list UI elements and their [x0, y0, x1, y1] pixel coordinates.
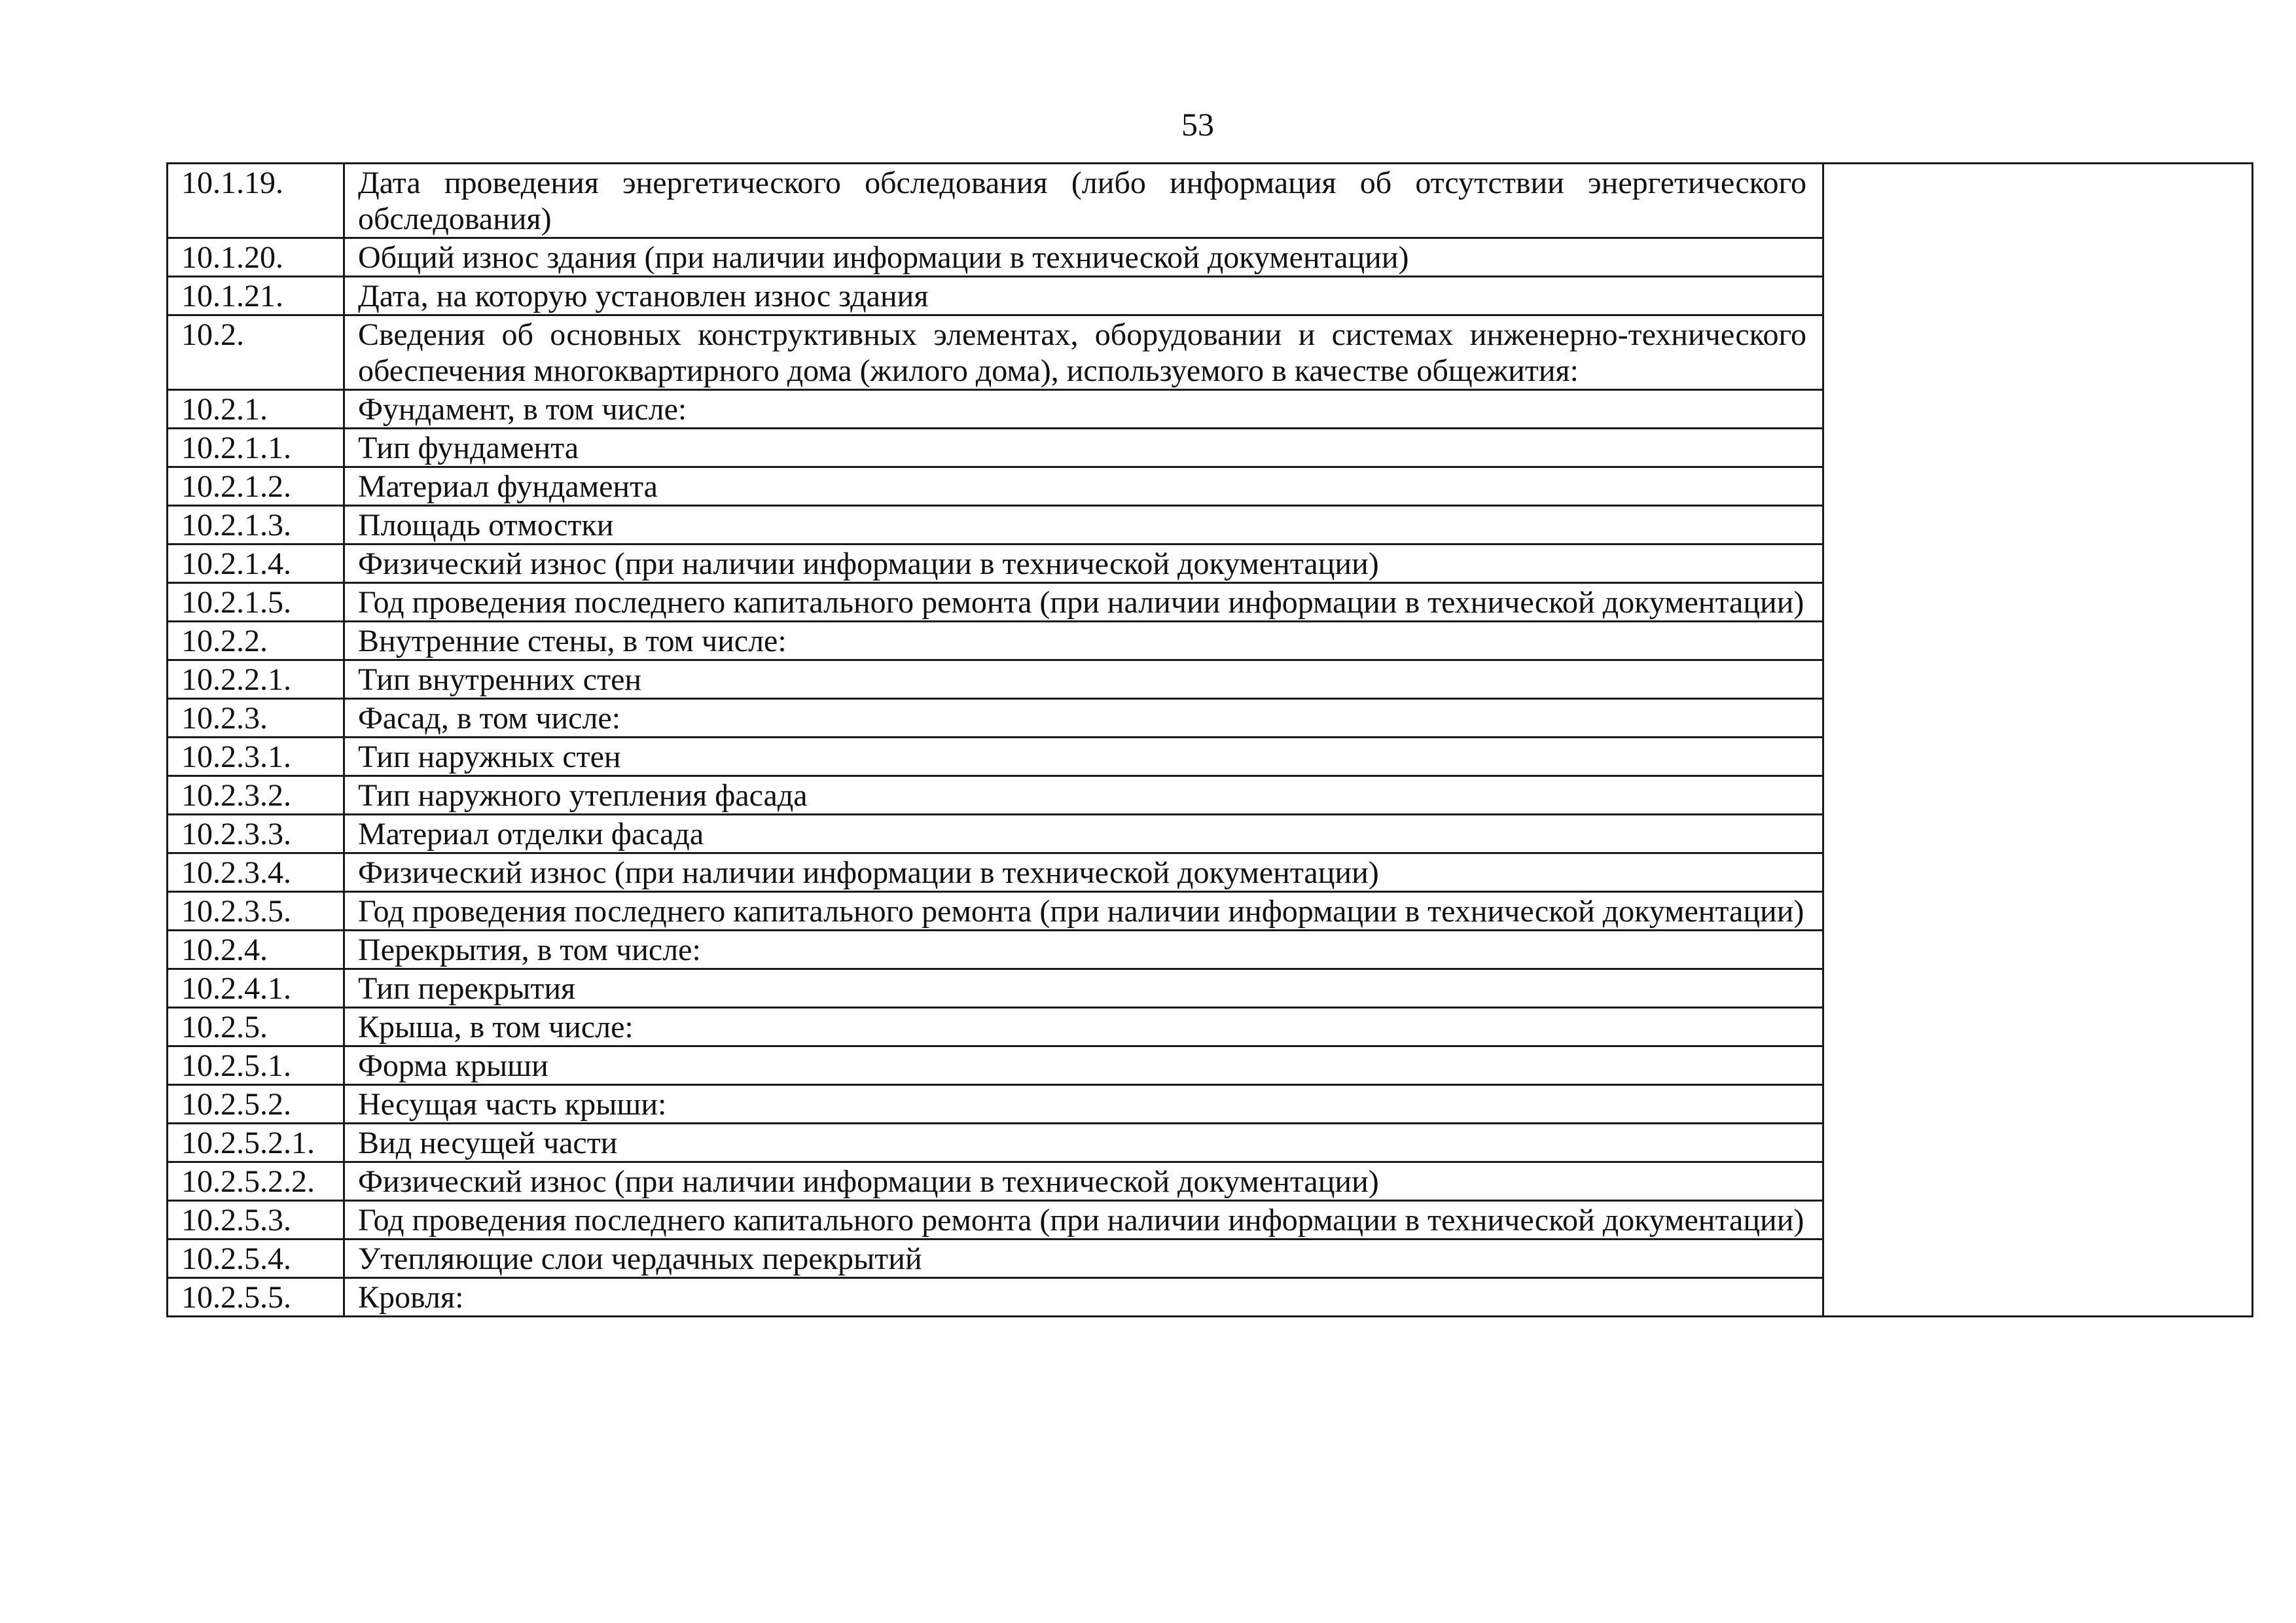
item-description: Дата проведения энергетического обследования (либо информация об отсутствии энергетического обследования): [344, 164, 1823, 238]
item-number: 10.1.20.: [168, 238, 344, 277]
item-number: 10.2.5.1.: [168, 1046, 344, 1085]
item-number: 10.2.5.: [168, 1008, 344, 1046]
item-description: Физический износ (при наличии информации в технической документации): [344, 853, 1823, 892]
item-description: Тип наружных стен: [344, 738, 1823, 776]
item-number: 10.1.19.: [168, 164, 344, 238]
item-number: 10.2.1.2.: [168, 467, 344, 506]
item-description: Утепляющие слои чердачных перекрытий: [344, 1240, 1823, 1278]
item-number: 10.2.1.1.: [168, 429, 344, 467]
item-number: 10.2.2.: [168, 622, 344, 660]
item-number: 10.1.21.: [168, 277, 344, 315]
item-number: 10.2.3.5.: [168, 892, 344, 931]
item-description: Тип перекрытия: [344, 969, 1823, 1008]
item-description: Площадь отмостки: [344, 506, 1823, 544]
item-number: 10.2.5.5.: [168, 1278, 344, 1317]
item-number: 10.2.1.4.: [168, 544, 344, 583]
item-description: Внутренние стены, в том числе:: [344, 622, 1823, 660]
item-number: 10.2.2.1.: [168, 660, 344, 699]
item-number: 10.2.1.3.: [168, 506, 344, 544]
item-number: 10.2.3.2.: [168, 776, 344, 815]
item-description: Тип внутренних стен: [344, 660, 1823, 699]
item-number: 10.2.4.: [168, 931, 344, 969]
item-number: 10.2.1.: [168, 390, 344, 429]
item-number: 10.2.3.4.: [168, 853, 344, 892]
item-description: Физический износ (при наличии информации в технической документации): [344, 1162, 1823, 1201]
item-description: Материал отделки фасада: [344, 815, 1823, 853]
item-description: Фасад, в том числе:: [344, 699, 1823, 738]
page-number: 53: [1181, 106, 1214, 143]
item-description: Общий износ здания (при наличии информации в технической документации): [344, 238, 1823, 277]
item-description: Несущая часть крыши:: [344, 1085, 1823, 1124]
item-number: 10.2.5.2.2.: [168, 1162, 344, 1201]
item-description: Форма крыши: [344, 1046, 1823, 1085]
item-description: Вид несущей части: [344, 1124, 1823, 1162]
item-description: Кровля:: [344, 1278, 1823, 1317]
item-description: Фундамент, в том числе:: [344, 390, 1823, 429]
item-description: Тип наружного утепления фасада: [344, 776, 1823, 815]
item-description: Тип фундамента: [344, 429, 1823, 467]
item-description: Сведения об основных конструктивных элементах, оборудовании и системах инженерно-технического обеспечения многоквартирного дома (жилого дома), используемого в качестве общежития:: [344, 315, 1823, 390]
item-description: Год проведения последнего капитального ремонта (при наличии информации в технической документации): [344, 892, 1823, 931]
item-number: 10.2.1.5.: [168, 583, 344, 622]
item-description: Материал фундамента: [344, 467, 1823, 506]
item-description: Крыша, в том числе:: [344, 1008, 1823, 1046]
table-row: [168, 164, 2253, 238]
item-description: Год проведения последнего капитального ремонта (при наличии информации в технической документации): [344, 583, 1823, 622]
item-description: Год проведения последнего капитального ремонта (при наличии информации в технической документации): [344, 1201, 1823, 1240]
item-number: 10.2.5.3.: [168, 1201, 344, 1240]
item-number: 10.2.3.1.: [168, 738, 344, 776]
item-number: 10.2.: [168, 315, 344, 390]
item-description: Дата, на которую установлен износ здания: [344, 277, 1823, 315]
item-number: 10.2.3.3.: [168, 815, 344, 853]
document-table: [166, 162, 2253, 1317]
item-description: Физический износ (при наличии информации в технической документации): [344, 544, 1823, 583]
item-number: 10.2.5.2.1.: [168, 1124, 344, 1162]
item-number: 10.2.3.: [168, 699, 344, 738]
table-body: [168, 164, 2253, 1317]
value-column: [1823, 164, 2253, 1317]
item-number: 10.2.5.2.: [168, 1085, 344, 1124]
item-description: Перекрытия, в том числе:: [344, 931, 1823, 969]
item-number: 10.2.5.4.: [168, 1240, 344, 1278]
item-number: 10.2.4.1.: [168, 969, 344, 1008]
